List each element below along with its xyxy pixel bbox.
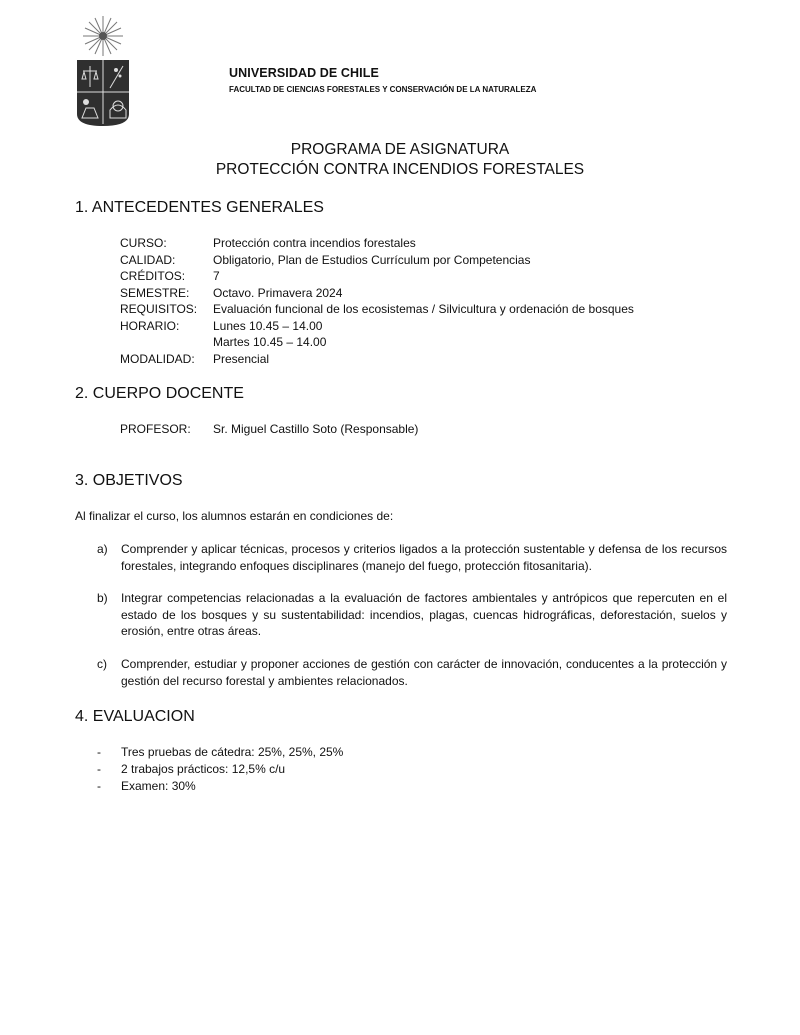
info-value: Octavo. Primavera 2024 (213, 286, 343, 300)
info-label: HORARIO: (120, 319, 180, 333)
evaluation-bullet: - (97, 762, 101, 776)
info-label: MODALIDAD: (120, 352, 195, 366)
objective-marker: b) (97, 591, 108, 605)
evaluation-bullet: - (97, 745, 101, 759)
course-title: PROTECCIÓN CONTRA INCENDIOS FORESTALES (215, 161, 585, 178)
objective-item (97, 656, 727, 689)
professor-label: PROFESOR: (120, 422, 191, 436)
info-value: Obligatorio, Plan de Estudios Currículum por Competencias (213, 253, 531, 267)
info-value: Martes 10.45 – 14.00 (213, 335, 327, 349)
info-label: SEMESTRE: (120, 286, 190, 300)
objective-text: Comprender y aplicar técnicas, procesos y criterios ligados a la protección sustentable y defensa de los recursos forestales, integrando enfoques disciplinares (manejo del fuego, protección fitosanitaria). (121, 542, 727, 573)
info-label: CRÉDITOS: (120, 269, 186, 283)
section-heading-cuerpo-docente: 2. CUERPO DOCENTE (75, 385, 244, 402)
info-label: REQUISITOS: (120, 302, 198, 316)
objective-item (97, 541, 727, 574)
evaluation-text: Examen: 30% (121, 779, 196, 793)
objective-text: Comprender, estudiar y proponer acciones de gestión con carácter de innovación, conducentes a la protección y gestión del recurso forestal y ambientes relacionados. (121, 657, 727, 688)
objective-marker: a) (97, 542, 108, 556)
evaluation-text: 2 trabajos prácticos: 12,5% c/u (121, 762, 286, 776)
info-value: Protección contra incendios forestales (213, 236, 416, 250)
objective-marker: c) (97, 657, 107, 671)
objective-item (97, 590, 727, 640)
info-value: Presencial (213, 352, 270, 366)
section-heading-evaluacion: 4. EVALUACION (75, 708, 195, 725)
info-value: Lunes 10.45 – 14.00 (213, 319, 323, 333)
info-value: Evaluación funcional de los ecosistemas / Silvicultura y ordenación de bosques (213, 302, 634, 316)
faculty-name: FACULTAD DE CIENCIAS FORESTALES Y CONSERVACIÓN DE LA NATURALEZA (229, 85, 537, 94)
professor-name: Sr. Miguel Castillo Soto (Responsable) (213, 422, 419, 436)
section-heading-antecedentes: 1. ANTECEDENTES GENERALES (75, 199, 324, 216)
objectives-intro: Al finalizar el curso, los alumnos estarán en condiciones de: (75, 509, 394, 523)
info-value: 7 (213, 269, 220, 283)
objective-text: Integrar competencias relacionadas a la evaluación de factores ambientales y antrópicos que repercuten en el estado de los bosques y su sustentabilidad: incendios, plagas, cuencas hidrográficas, deforestación, suelos y erosión, entre otras áreas. (121, 591, 727, 638)
evaluation-text: Tres pruebas de cátedra: 25%, 25%, 25% (121, 745, 344, 759)
university-crest-logo (74, 14, 132, 128)
section-heading-objetivos: 3. OBJETIVOS (75, 472, 183, 489)
document-title: PROGRAMA DE ASIGNATURA (290, 141, 510, 158)
evaluation-bullet: - (97, 779, 101, 793)
university-name: UNIVERSIDAD DE CHILE (229, 66, 379, 80)
info-label: CURSO: (120, 236, 167, 250)
info-label: CALIDAD: (120, 253, 176, 267)
